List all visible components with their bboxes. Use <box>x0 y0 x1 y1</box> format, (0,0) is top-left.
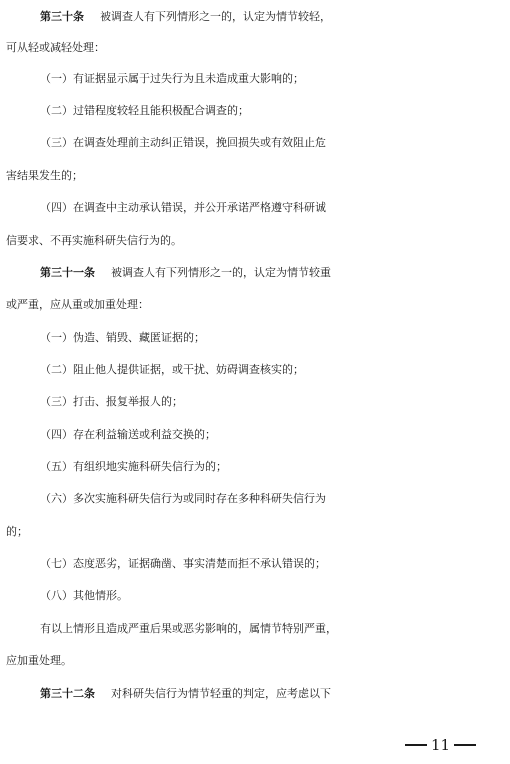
paragraph-line: 可从轻或减轻处理： <box>6 41 105 54</box>
article-30-first-line <box>0 2 510 32</box>
article-32-heading: 第三十二条 <box>40 687 95 700</box>
article-31-heading: 第三十一条 <box>40 266 95 279</box>
list-item: （七）态度恶劣，证据确凿、事实清楚而拒不承认错误的； <box>40 557 326 570</box>
list-item: （八）其他情形。 <box>40 589 128 602</box>
paragraph-line: 的； <box>6 525 28 538</box>
article-32-first-line <box>0 679 510 709</box>
paragraph-line: 应加重处理。 <box>6 654 72 667</box>
page-number: 11 <box>431 736 451 754</box>
list-item: （三）在调查处理前主动纠正错误，挽回损失或有效阻止危 <box>40 136 326 149</box>
list-item: （三）打击、报复举报人的； <box>40 395 183 408</box>
paragraph-line: 信要求、不再实施科研失信行为的。 <box>6 234 182 247</box>
list-item: （二）过错程度较轻且能积极配合调查的； <box>40 104 249 117</box>
page-footer <box>405 735 476 755</box>
paragraph-line: 有以上情形且造成严重后果或恶劣影响的，属情节特别严重， <box>40 622 337 635</box>
paragraph-line: 被调查人有下列情形之一的，认定为情节较轻， <box>100 10 331 23</box>
paragraph-line: 对科研失信行为情节轻重的判定，应考虑以下 <box>111 687 331 700</box>
article-31-first-line <box>0 258 510 288</box>
list-item: （六）多次实施科研失信行为或同时存在多种科研失信行为 <box>40 492 326 505</box>
list-item: （四）在调查中主动承认错误，并公开承诺严格遵守科研诚 <box>40 201 326 214</box>
paragraph-line: 害结果发生的； <box>6 169 83 182</box>
paragraph-line: 或严重，应从重或加重处理： <box>6 298 149 311</box>
list-item: （四）存在利益输送或利益交换的； <box>40 428 216 441</box>
page-number-dash-right <box>454 744 476 746</box>
article-30-heading: 第三十条 <box>40 10 84 23</box>
list-item: （五）有组织地实施科研失信行为的； <box>40 460 227 473</box>
list-item: （一）伪造、销毁、藏匿证据的； <box>40 331 205 344</box>
list-item: （一）有证据显示属于过失行为且未造成重大影响的； <box>40 72 304 85</box>
page-number-dash-left <box>405 744 427 746</box>
list-item: （二）阻止他人提供证据，或干扰、妨碍调查核实的； <box>40 363 304 376</box>
paragraph-line: 被调查人有下列情形之一的，认定为情节较重 <box>111 266 331 279</box>
